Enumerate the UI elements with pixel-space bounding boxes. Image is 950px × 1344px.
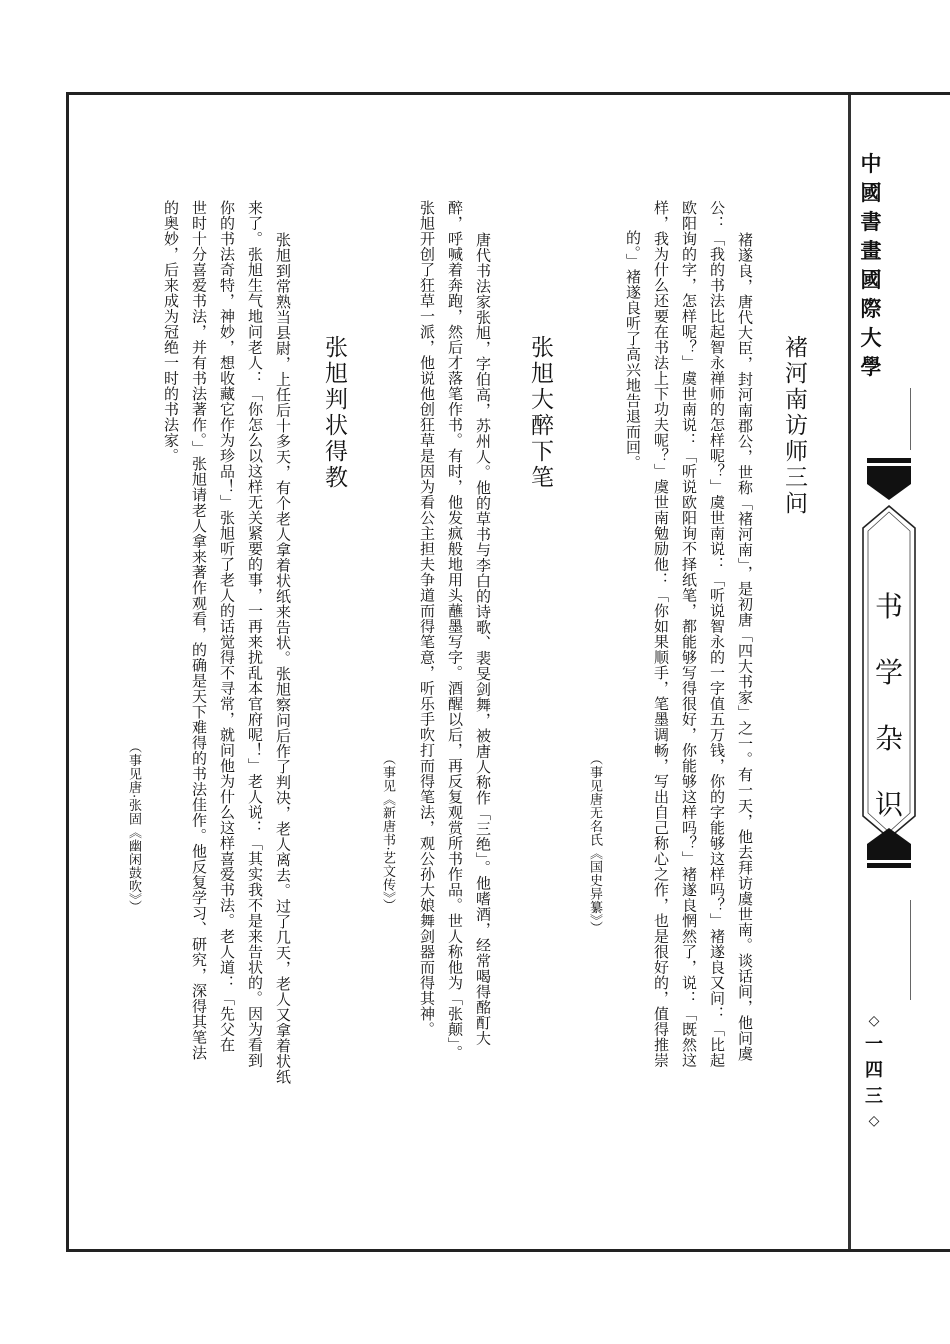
body-line: 褚遂良，唐代大臣，封河南郡公，世称「褚河南」，是初唐「四大书家」之一。有一天，他去拜访虞世南。谈话间，他问虞	[736, 232, 754, 1062]
book-title-banner	[853, 458, 925, 886]
section-title: 褚河南访师三问	[781, 335, 807, 517]
page-number-char: 一	[865, 1034, 883, 1055]
body-line: 张旭到常熟当县尉，上任后十多天，有个老人拿着状纸来告状。张旭察问后作了判决，老人离去。过了几天，老人又拿着状纸	[274, 232, 292, 1085]
body-line: 醉，呼喊着奔跑，然后才落笔作书。有时，他发疯般地用头蘸墨写字。酒醒以后，再反复观赏所书作品。世人称他为「张颠」。	[446, 200, 464, 1061]
source-note: （事见唐·张固《幽闲鼓吹》）	[126, 740, 141, 914]
brand-vertical	[856, 150, 886, 382]
body-line: 的奥妙，后来成为冠绝一时的书法家。	[162, 200, 180, 464]
section-title: 张旭大醉下笔	[527, 335, 553, 491]
banner-char: 书	[874, 590, 903, 623]
banner-char: 识	[874, 788, 903, 821]
margin-divider-top	[910, 388, 911, 450]
body-line: 来了。张旭生气地问老人：「你怎么以这样无关紧要的事，一再来扰乱本官府呢！」老人说：「其实我不是来告状的。因为看到	[246, 200, 264, 1068]
body-line: 公：「我的书法比起智永禅师的怎样呢？」虞世南说：「听说智永的一字值五万钱，你的字能够这样吗？」褚遂良又问：「比起	[708, 200, 726, 1068]
brand-char: 中	[860, 152, 882, 176]
diamond-icon: ◇	[868, 1113, 880, 1129]
body-line: 世时十分喜爱书法，并有书法著作。」张旭请老人拿来著作观看，的确是天下难得的书法佳作。他反复学习、研究，深得其笔法	[190, 200, 208, 1061]
brand-char: 際	[860, 297, 882, 321]
margin-rule-left	[848, 95, 851, 1249]
body-line: 欧阳询的字，怎样呢？」虞世南说：「听说欧阳询不择纸笔，都能够写得很好，你能够这样吗？」褚遂良惘然了，说：「既然这	[680, 200, 698, 1068]
page-number	[859, 1010, 889, 1132]
banner-char: 杂	[874, 722, 903, 755]
section-title: 张旭判状得教	[321, 335, 347, 491]
brand-char: 書	[860, 210, 882, 234]
brand-char: 大	[860, 326, 882, 350]
brand-char: 畫	[860, 239, 882, 263]
page-number-char: 四	[865, 1060, 883, 1081]
page-number-char: 三	[865, 1086, 883, 1107]
body-line: 张旭开创了狂草一派，他说他创狂草是因为看公主担夫争道而得笔意，听乐手吹打而得笔法，观公孙大娘舞剑器而得其神。	[418, 200, 436, 1037]
banner-char: 学	[874, 656, 903, 689]
diamond-icon: ◇	[868, 1013, 880, 1029]
body-line: 的。」褚遂良听了高兴地告退而回。	[624, 230, 642, 471]
brand-char: 學	[860, 355, 882, 379]
body-line: 样，我为什么还要在书法上下功夫呢？」虞世南勉励他：「你如果顺手，笔墨调畅，写出自己称心之作，也是很好的，值得推崇	[652, 200, 670, 1068]
body-line: 你的书法奇特，神妙，想收藏它作为珍品！」张旭听了老人的话觉得不寻常，就问他为什么这样喜爱书法。老人道：「先父在	[218, 200, 236, 1053]
banner-title	[853, 574, 925, 838]
body-line: 唐代书法家张旭，字伯高，苏州人。他的草书与李白的诗歌、裴旻剑舞，被唐人称作「三绝」。他嗜酒，经常喝得酩酊大	[474, 232, 492, 1046]
source-note: （事见唐无名氏《国史异纂》）	[587, 752, 602, 935]
brand-char: 國	[860, 268, 882, 292]
source-note: （事见《新唐书·艺文传》）	[380, 752, 395, 913]
brand-char: 國	[860, 181, 882, 205]
margin-divider-bottom	[910, 900, 911, 1000]
